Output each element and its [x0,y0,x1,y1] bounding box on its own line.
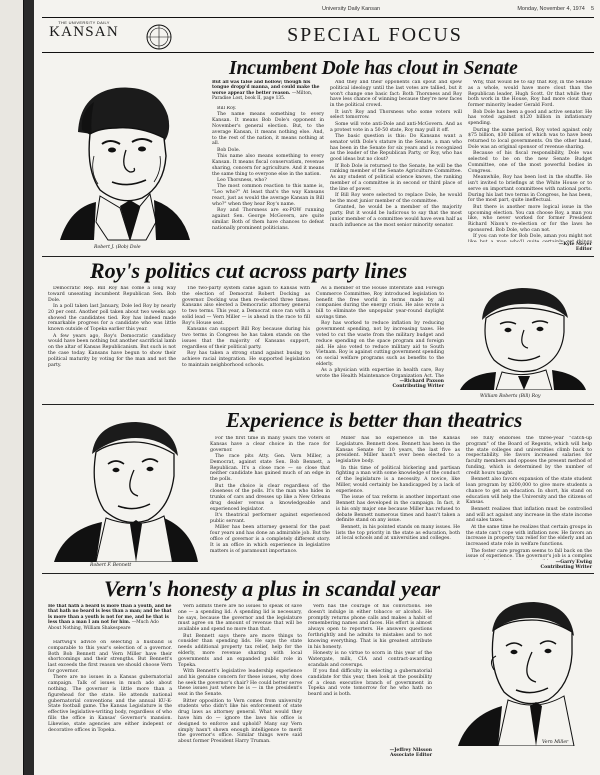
paragraph: The name means something to every Kansan. It means Bob Dole's opponent in November's general election. But, to the average Kansan, it means nothing else. And, to the rest of the nation, it means nothing at all. [212,112,324,147]
byline-title-roy: Contributing Writer [392,384,444,390]
newspaper-page [34,0,600,775]
caricature-roy [452,284,594,390]
epigraph-dole: But all was false and hollow; though his tongue dropp'd manna, and could make the worse appear the better reason. —Milton, Paradise Lost, book II, page 135. [212,80,320,102]
paragraph: Bennett realizes that inflation must be controlled and will act against any increase in the state income and sales taxes. [466,506,592,524]
paragraph: As a member of the House Interstate and Foreign Commerce Committee, Roy introduced legislation to benefit the free world in terms made by all companies during the energy crisis. He also wrote a bill to eliminate the unpopular year-round daylight savings time. [316,286,444,320]
story-divider-3 [42,573,594,574]
byline-miller: —Jeffrey Nilsson [389,748,432,753]
byline-dole: —Kyle Meyer [558,242,592,247]
paragraph: In a poll taken last January, Dole led Roy by nearly 20 per cent. Another poll taken about two weeks ago showed the candidates tied. Roy has indeed made remarkable progress for a candidate who was little known outside of Topeka earlier this year. [48,303,176,333]
roy-column-2 [182,286,310,400]
paragraph: Bill Roy. [217,106,237,111]
caricature-bennett [46,414,206,562]
caption-roy: William Roberts (Bill) Roy [480,394,541,399]
paragraph: The basic question is this: Do Kansans want a senator with Dole's stature in the Senate, a man who has been in the Senate for six years and is recognized as the leader of the Republican Party, or Roy, who has good ideas but no clout? [330,133,462,163]
paragraph: Why, that would be to say that Roy, in the Senate as a whole, would have more clout than the Republican leader, Hugh Scott. Or that while they both work in the House, Roy had more clout than former minority leader Gerald Ford. [468,80,592,109]
seal-icon [146,24,172,50]
masthead [42,20,126,48]
dole-byline-block [468,242,592,252]
masthead-name: KANSAN [49,24,119,40]
paragraph: The most common reaction to this name is, "Leo who?" At least that's the way Kansans react, just as would the average Kansan in Bill who?" when they hear Roy's name. [212,184,324,207]
paragraph: Leo Thorsness, who? [217,177,267,183]
roy-byline-block [316,379,444,389]
paragraph: For the first time in many years the voters of Kansas have a clear choice in the race for governor. [210,436,330,453]
headline-roy: Roy's politics cut across party lines [90,258,408,283]
paragraph: Some will vote anti-Dole and anti-McGovern. And as a protest vote in a 50-50 state, Roy may pull it off. [330,121,462,133]
running-head [42,6,594,16]
paragraph: This name also means something to every Kansan. It means fiscal conservatism, revenue sharing, concern for agriculture. And it means the same thing to everyone else in the nation. [212,154,324,177]
running-publication: University Daily Kansan [322,6,381,12]
paragraph: A few years ago, Roy's Democratic candidacy would have been nothing but another sacrificial lamb on the altar of Kansas Republicanism. But such is not the case today. Kansans have begun to show their political maturity by voting for the man and not the party. [48,333,176,368]
story-divider-2 [42,404,594,405]
miller-column-3 [308,604,432,748]
paragraph: It isn't Roy and Thorsness who some voters will select tomorrow. [330,109,462,121]
paragraph: The foster care program seems to fall back on the issue of experience. The governor's job is a complex [466,548,592,560]
paragraph: Roy has taken a strong stand against busing to achieve racial integration. He supported legislation to maintain neighborhood schools. [182,350,310,368]
byline-roy: —Richard Paxson [399,379,444,384]
paragraph: The race pits Atty. Gen. Vern Miller, a Democrat, against state Sen. Bob Bennett, a Republican. It's a close race — so close that neither candidate has gained much of an edge in the polls. [210,453,330,483]
mast-rule-top [42,17,594,18]
caption-miller: Vern Miller [542,740,569,745]
paragraph: Vern admits there are no issues to speak of save one — a spending lid. A spending lid is necessary, he says, because the governor and the legislature must agree on the amount of revenue that will be available and spend no more than that. [178,604,302,633]
paragraph: And they and their opponents can spout and spew political ideology until the last votes are tallied, but it won't change one basic fact: Both Thorsness and Roy have less chance of winning because they're new faces in the political crowd. [330,80,462,109]
caricature-dole [50,72,200,244]
paragraph: The issue of tax reform is another important one Bennett has developed in the campaign. In fact, it is his only major one because Miller has refused to debate Bennett numerous times and hasn't taken a definite stand on any issue. [336,495,460,524]
paragraph: If you can vote for Bob Dole, aman you might not [473,234,592,240]
paragraph: Roy has worked to reduce inflation by reducing government spending, not by increasing taxes. He voted to cut the waste from the military budget and reduce spending on the space program and foreign aid. He also voted to reduce military aid to South Vietnam. Roy is against cutting government spending on social welfare programs such as benefits to the elderly. [316,321,444,367]
miller-column-2 [178,604,302,758]
paragraph: In this time of political bickering and partisan fighting a man with some knowledge of the conduct of the legislature is a necessity. A novice, like Miller, would certainly be handicapped by a lack of experience. [336,465,460,494]
paragraph: Vern has the courage of his convictions. He doesn't indulge in either tobacco or alcohol. He promptly returns phone calls and makes a habit of remembering names and faces. His effort is almost always open to reporters. He answers questions forthrightly and he admits to mistakes and to not knowing everything. That is his greatest attribute in his honesty. [308,604,432,650]
bennett-column-2 [336,436,460,571]
section-title: SPECIAL FOCUS [287,24,463,46]
paragraph: Democratic Rep. Bill Roy has come a long way toward unseating incumbent Republican Sen. Bob Dole. [48,286,176,303]
bennett-byline-block [466,560,592,570]
previous-page-edge [0,0,24,775]
page-number: 5 [590,6,594,12]
story-divider-1 [42,256,594,257]
caption-bennett: Robert F. Bennett [90,563,132,568]
paragraph: Granted, he would be a member of the majority party. But it would be ludicrous to say that the most junior member of a committee would have even half as much influence as the most senior minority senator. [330,205,462,228]
paragraph: If you find difficulty in selecting a gubernatorial candidate for this year, then look at the possibility of a clean executive branch of government in Topeka and vote tomorrow for he who hath no beard and is both. [308,668,432,698]
epigraph-miller: He that hath a beard is more than a youth, and he that hath no beard is less than a man; and he that is more than a youth is not for me, and he that is less than a man I am not for him. —Much Ado About Nothing, William Shakespeare [48,604,172,631]
miller-column-1 [48,640,172,758]
paragraph: Kansans can support Bill Roy because during his two terms in Congress he has taken stands on the issues that the majority of Kansans support, regardless of their political party. [182,327,310,350]
paragraph: There are no issues in a Kansas gubernatorial campaign. Talk of issues in much ado about nothing. The governor is little more than a figurehead for the state. He attends national gubernatorial conventions and the annual KU-K-State football game. The Kansas Legislature is the effective legislative-writing body, regardless of who fills the office in Kansas' Governor's mansion. Likewise, state agencies are either indepent or decorative offices in Topeka. [48,675,172,733]
running-date-page: Monday, November 4, 1974 5 [517,6,594,12]
headline-miller: Vern's honesty a plus in scandal year [104,576,441,601]
paragraph: If Bill Roy were selected to replace Dole, he would be the most junior member of the committee. [330,193,462,204]
paragraph: Miller has no experience in the Kansas Legislature. Bennett does. Bennett has been in the Kansas Senate for 10 years, the last five as president. Miller hasn't ever been elected to a legislative body. [336,436,460,465]
roy-column-1 [48,286,176,400]
paragraph: At the same time he realizes that certain groups in the state can't cope with inflation now. He favors an increase in property tax relief for the elderly and an increased state role in welfare functions. [466,524,592,548]
bennett-column-1 [210,436,330,571]
paragraph: Bob Dole has been a good and active senator. He has voted against $120 billion in inflationary spending. [468,109,592,127]
headline-bennett: Experience is better than theatrics [226,408,523,432]
dole-column-1 [212,106,324,254]
paragraph: It's theatrical performer against experienced public servant. [210,513,330,524]
paragraph: Because of his fiscal responsibility, Dole was selected to be on the new Senate Budget Committee, one of the most powerful bodies in Congress. [468,151,592,174]
paragraph: During the same period, Roy voted against only $75 billion, $30 billion of which was to have been returned to local governments. On the other hand, Dole was an original sponsor of revenue sharing. [468,127,592,150]
mast-rule-bottom [42,52,594,53]
dole-column-3 [468,80,592,242]
paragraph: Bob Dole. [217,147,241,153]
byline-title-dole: Editor [575,247,592,253]
paragraph: But there is another more logical issue in the upcoming election. You can choose Roy, a man you like, who never worked for former President Richard Nixon's re-election or for the laws he sponsored. Bob Dole, who can not. [468,204,592,233]
paragraph: Meanwhile, Roy has been lost in the shuffle. He isn't invited to briefings at the White House or to serve on important committees with national ports. During his last two terms in Congress, he has been, for the most part, quite ineffectual. [468,175,592,204]
paragraph: But the choice is clear regardless of the closeness of the polls. It's the man who hides in trunks of cars and dresses up like a New Orleans drug dealer versus a knowledgeable and experienced legislator. [210,483,330,512]
caricature-miller [438,596,594,746]
paragraph: But Bennett says there are more things to consider than spending lids. He says the state needs additional property tax relief, help for the elderly, more revenue sharing with local governments and an expanded public role in Topeka. [178,633,302,668]
masthead-small-caps: THE UNIVERSITY DAILY [58,20,110,25]
paragraph: Bennett also favors expansion of the state student loan program by $200,000 to give more students a chance to get an education. In short, his stand on education will help the University and the citizens of Kansas. [466,477,592,506]
byline-title-miller: Associate Editor [389,753,432,759]
paragraph: Bennett, in his pointed stands on many issues. He lists the top priority in the state as education, both at local schools and at universities and colleges. [336,524,460,542]
paragraph: He fully endorses the three-year "catch-up program" of the Board of Regents, which will help the state colleges and universities climb back to respectability. He favors increased salaries for faculty members and opposes the present method of funding, which is determined by the number of credit hours taught. [466,436,592,476]
paragraph: Miller has been attorney general for the past four years and has done an admirable job. But the office of governor is a completely different story. It is an office in which experience in legislative matters is of paramount importance. [210,525,330,554]
caption-dole: Robert J. (Bob) Dole [94,245,141,250]
paragraph: If Bob Dole is returned to the Senate, he will be the ranking member of the Senate Agriculture Committee. As any student of political science knows, the ranking member of a committee is in second or third place of the line of power. [330,163,462,192]
dole-column-2 [330,80,462,254]
miller-byline-block [308,748,432,758]
paragraph: Honesty is no virtue to scorn in this year of the Watergate, milk, CIA and contract-awarding scandals and coverups. [308,650,432,668]
paragraph: With Bennett's legislative leadership experience and his genuine concern for these issues, why does he seek the governor's chair? He could better serve these issues just where he is — in the president's seat in the Senate. [178,668,302,698]
byline-bennett: —Garry Ewing [555,560,592,565]
byline-title-bennett: Contributing Writer [540,565,592,571]
bennett-column-3 [466,436,592,560]
paragraph: As a physician with expertise in health care, Roy wrote the Health Maintenance Organization Act. The [316,368,444,378]
paragraph: Bitter opposition to Vern comes from university students who didn't like his enforcement of state drug laws as attorney general. What would they have him do — ignore the laws his office is designed to enforce and uphold? Many say Vern simply hasn't shown enough intelligence to merit the governor's office. Similar things were said about former President Harry Truman. [178,698,302,745]
roy-column-3 [316,286,444,378]
paragraph: The two-party system came again to Kansas with the election of Democrat Robert Docking as governor. Docking was then re-elected three times. Kansans also elected a Democratic attorney general to two terms. This year, a Democrat once ran with a solid lead — Vern Miller — is ahead in the race to fill Roy's House seat. [182,286,310,326]
paragraph: Hartwig's advice on selecting a husband is comparable to this year's selection of a governor. Both Bob Bennett and Vern Miller have their shortcomings and their strengths. But Bennett's last exceeds the first reason we should choose Vern for governor. [48,640,172,674]
headline-dole: Incumbent Dole has clout in Senate [229,58,518,79]
paragraph: Roy and Thorsness are ex-POW running against Sen. George McGovern, are quite similar. Both of them have chances to defeat nationally prominent politicians. [212,208,324,231]
